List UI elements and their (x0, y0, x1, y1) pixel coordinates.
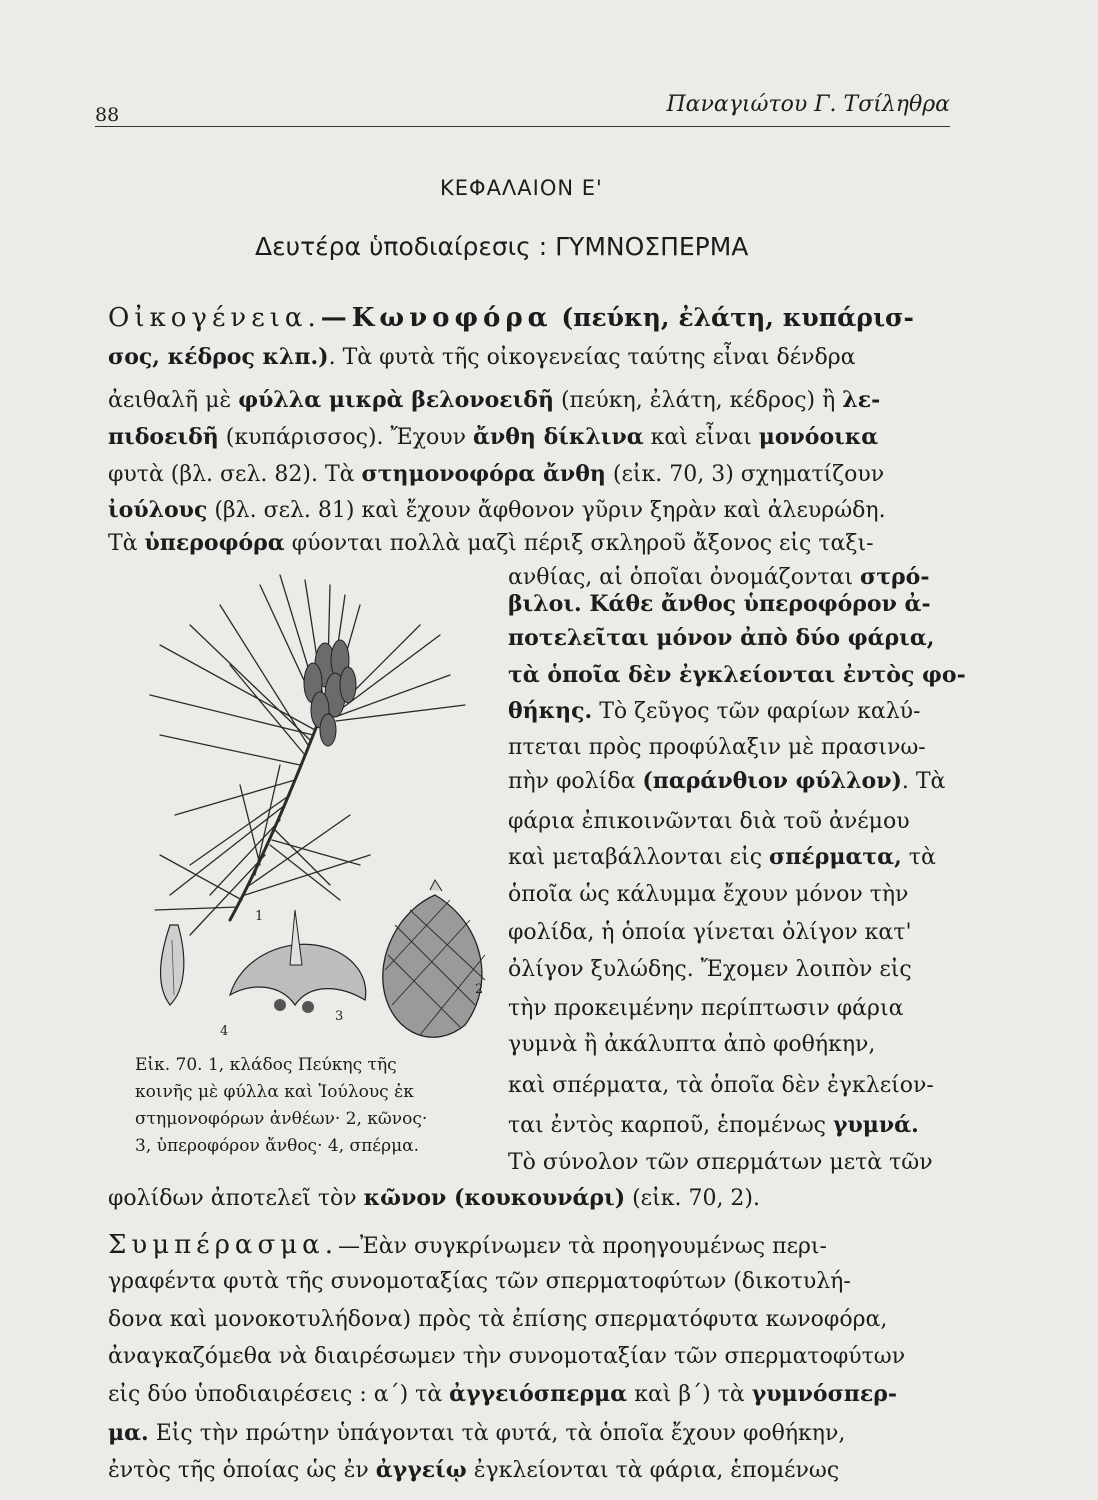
text-span: . Τὰ φυτὰ τῆς οἰκογενείας ταύτης εἶναι δένδρα (328, 345, 856, 370)
term-conifers: —Κωνοφόρα (320, 303, 553, 333)
text-span: τὰ (901, 845, 936, 870)
text-span: ανθίας, αἱ ὁποῖαι ὀνομάζονται (508, 565, 860, 590)
text-line (508, 846, 978, 869)
text-span: δονα καὶ μονοκοτυλήδονα) πρὸς τὰ ἐπίσης σπερματόφυτα κωνοφόρα, (108, 1307, 888, 1332)
term-family: Οἰκογένεια. (108, 303, 321, 333)
text-line (108, 1187, 968, 1210)
text-line (108, 1346, 968, 1368)
text-span: (κυπάρισσος). Ἔχουν (218, 425, 474, 450)
text-line (108, 1232, 968, 1258)
text-span: καὶ εἶναι (643, 425, 759, 450)
term-conclusion: Συμπέρασμα. (108, 1230, 338, 1260)
text-span: φύλλα μικρὰ βελονοειδῆ (238, 387, 554, 413)
text-line (508, 627, 978, 649)
text-line (508, 566, 978, 589)
text-line (508, 922, 978, 944)
text-line (508, 737, 978, 759)
text-span: μα. (108, 1420, 149, 1446)
text-span: σος, κέδρος κλπ.) (108, 344, 329, 370)
text-span: φολίδα, ἡ ὁποία γίνεται ὀλίγον κατ' (508, 920, 912, 945)
text-line (508, 770, 978, 793)
text-span: ἐγκλείονται τὰ φάρια, ἑπομένως (466, 1458, 840, 1483)
text-span: ται ἐντὸς καρποῦ, ἑπομένως (508, 1113, 833, 1138)
text-span: γυμνά. (833, 1112, 919, 1138)
running-head: Παναγιώτου Γ. Τσίληθρα (666, 92, 950, 117)
text-span: (εἰκ. 70, 2). (625, 1186, 760, 1211)
text-span: τὴν προκειμένην περίπτωσιν φάρια (508, 996, 904, 1021)
chapter-title: ΚΕΦΑΛΑΙΟΝ Ε' (440, 176, 603, 200)
text-span: ὀλίγον ξυλώδης. Ἔχομεν λοιπὸν εἰς (508, 957, 912, 982)
text-span: γραφέντα φυτὰ τῆς συνομοταξίας τῶν σπερματοφύτων (δικοτυλή- (108, 1269, 851, 1294)
seed-drawing (161, 925, 184, 1005)
text-span: ἀγγειόσπερμα (449, 1381, 628, 1407)
page-number: 88 (95, 104, 120, 126)
text-line (108, 305, 968, 331)
text-line (508, 1152, 978, 1174)
subdivision-title: Δευτέρα ὑποδιαίρεσις : ΓΥΜΝΟΣΠΕΡΜΑ (255, 232, 749, 261)
text-span: στημονοφόρα ἄνθη (361, 461, 606, 487)
catkins-cluster (304, 640, 356, 746)
text-span: ἰούλους (108, 497, 208, 523)
text-line (508, 593, 978, 615)
text-span: εἰς δύο ὑποδιαιρέσεις : α΄) τὰ (108, 1382, 450, 1407)
figure-label-1: 1 (255, 909, 264, 924)
text-span: Εἰς τὴν πρώτην ὑπάγονται τὰ φυτά, τὰ ὁποῖα ἔχουν φοθήκην, (148, 1421, 846, 1446)
text-span: καὶ μεταβάλλονται εἰς (508, 845, 770, 870)
text-span: ὁποῖα ὡς κάλυμμα ἔχουν μόνον τὴν (508, 882, 909, 907)
text-span: στρό- (860, 564, 930, 590)
text-span: καὶ β΄) τὰ (627, 1382, 752, 1407)
cone-drawing (383, 880, 485, 1037)
figure-caption (135, 1052, 505, 1160)
pine-illustration (130, 565, 490, 1045)
text-line (108, 499, 968, 522)
text-span: ὑπεροφόρα (144, 530, 285, 556)
text-span: ἐντὸς τῆς ὁποίας ὡς ἐν (108, 1458, 376, 1483)
text-span: (εἰκ. 70, 3) σχηματίζουν (605, 462, 885, 487)
figure-label-3: 3 (335, 1009, 344, 1024)
text-line (108, 1271, 968, 1293)
text-line (108, 1309, 968, 1331)
text-span: καὶ σπέρματα, τὰ ὁποῖα δὲν ἐγκλείον- (508, 1073, 934, 1098)
text-line (508, 700, 978, 723)
text-span: . Τὰ (901, 769, 946, 794)
text-span: πτεται πρὸς προφύλαξιν μὲ πρασινω- (508, 735, 926, 760)
text-line (108, 532, 968, 555)
text-span: κῶνον (κουκουνάρι) (363, 1185, 626, 1211)
text-span: Τὸ ζεῦγος τῶν φαρίων καλύ- (592, 699, 921, 724)
text-span: Τὰ (108, 531, 145, 556)
text-span: (πεύκη, ἐλάτη, κέδρος) ἢ (553, 388, 843, 413)
text-span: —Ἐὰν συγκρίνωμεν τὰ προηγουμένως περι- (337, 1234, 827, 1259)
text-span: Τὸ σύνολον τῶν σπερμάτων μετὰ τῶν (508, 1150, 933, 1175)
text-line (508, 1114, 978, 1137)
text-line (508, 811, 978, 833)
caption-line: στημονοφόρων ἀνθέων· 2, κῶνος· (135, 1109, 428, 1129)
text-line (108, 346, 968, 369)
text-line (508, 1075, 978, 1097)
text-span: θήκης. (508, 698, 593, 724)
text-span: τὰ ὁποῖα δὲν ἐγκλείονται ἐντὸς φο- (508, 662, 966, 688)
text-line (108, 1422, 968, 1445)
text-span: ἄνθη δίκλινα (473, 424, 644, 450)
text-span: φάρια ἐπικοινῶνται διὰ τοῦ ἀνέμου (508, 809, 910, 834)
text-span: γυμνόσπερ- (751, 1381, 898, 1407)
text-span: σπέρματα, (769, 844, 902, 870)
text-line (508, 664, 978, 686)
text-span: ἀναγκαζόμεθα νὰ διαιρέσωμεν τὴν συνομοταξίαν τῶν σπερματοφύτων (108, 1344, 906, 1369)
caption-line: 3, ὑπεροφόρον ἄνθος· 4, σπέρμα. (135, 1136, 420, 1156)
text-span: ἀγγείῳ (375, 1457, 467, 1483)
text-span: φυτὰ (βλ. σελ. 82). Τὰ (108, 462, 362, 487)
caption-line: Εἰκ. 70. 1, κλάδος Πεύκης τῆς (135, 1055, 397, 1075)
text-span: βιλοι. Κάθε ἄνθος ὑπεροφόρον ἀ- (508, 591, 931, 617)
text-line (508, 959, 978, 981)
text-line (108, 426, 968, 449)
text-span: γυμνὰ ἢ ἀκάλυπτα ἀπὸ φοθήκην, (508, 1032, 876, 1057)
figure-label-2: 2 (475, 982, 484, 997)
figure-label-4: 4 (220, 1024, 229, 1039)
caption-line: κοινῆς μὲ φύλλα καὶ Ἰούλους ἐκ (135, 1082, 414, 1102)
text-span: (παράνθιον φύλλον) (642, 768, 902, 794)
text-span: μονόοικα (758, 424, 879, 450)
female-flower-drawing (230, 910, 366, 1013)
page-header (95, 92, 950, 127)
text-span: πιδοειδῆ (108, 424, 219, 450)
text-line (508, 998, 978, 1020)
text-line (108, 463, 968, 486)
pine-branch (150, 575, 465, 935)
text-line (508, 884, 978, 906)
text-line (108, 1383, 968, 1406)
text-span: φύονται πολλὰ μαζὶ πέριξ σκληροῦ ἄξονος εἰς ταξι- (284, 531, 874, 556)
text-line (508, 1034, 978, 1056)
text-span: ποτελεῖται μόνον ἀπὸ δύο φάρια, (508, 625, 935, 651)
text-span: πὴν φολίδα (508, 769, 643, 794)
text-span: (βλ. σελ. 81) καὶ ἔχουν ἄφθονον γῦριν ξηρὰν καὶ ἀλευρώδη. (207, 498, 886, 523)
text-span: λε- (842, 387, 881, 413)
text-line (108, 389, 968, 412)
text-span: (πεύκη, ἐλάτη, κυπάρισ- (552, 303, 914, 332)
text-span: ἀειθαλῆ μὲ (108, 388, 239, 413)
text-line (108, 1459, 968, 1482)
text-span: φολίδων ἀποτελεῖ τὸν (108, 1186, 364, 1211)
